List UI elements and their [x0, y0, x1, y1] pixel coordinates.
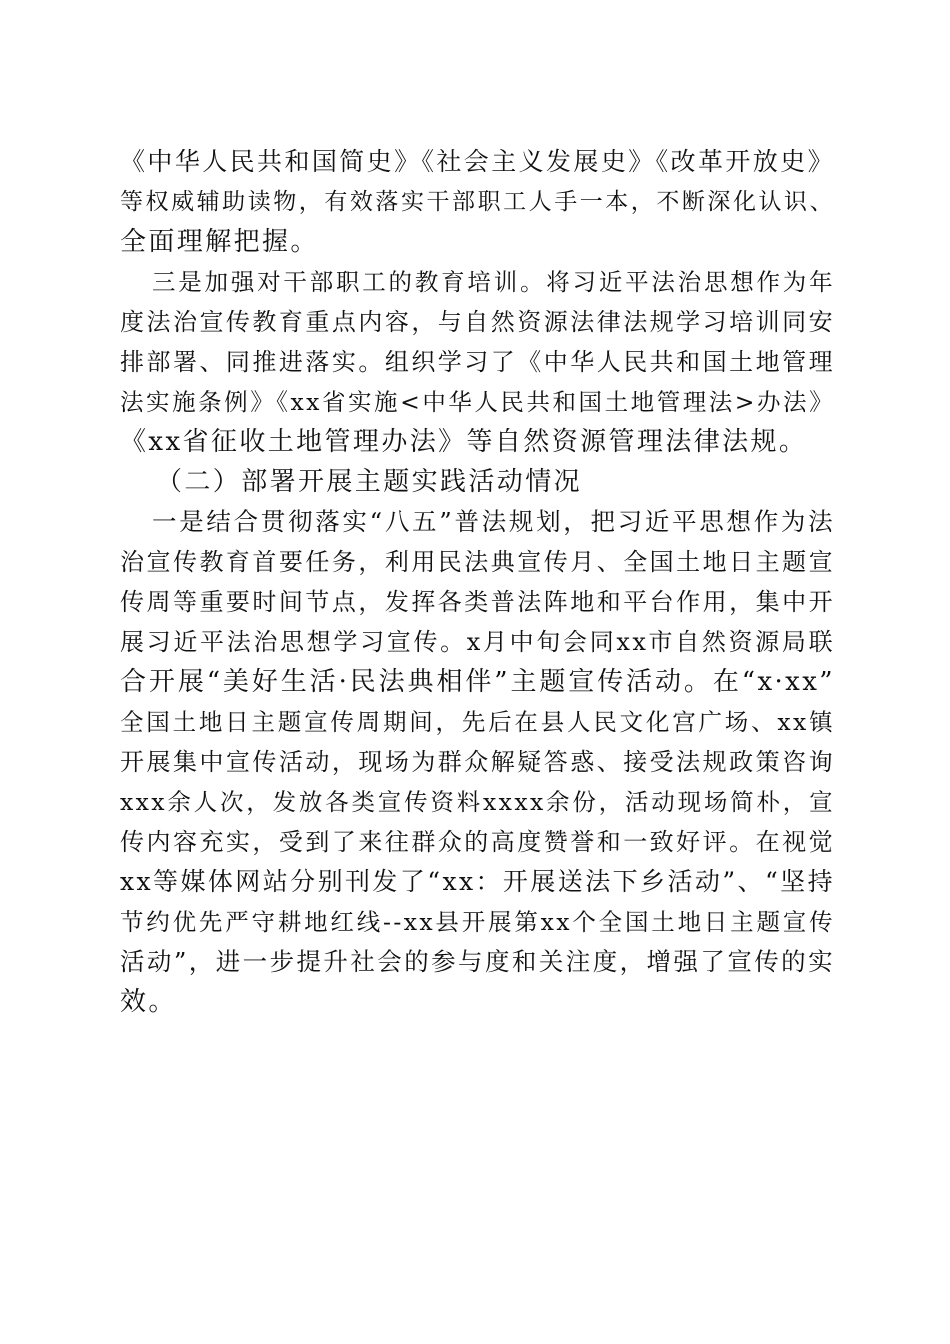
paragraph-first-line: 一是结合贯彻落实“八五”普法规划，把习近平思想作为法	[152, 507, 835, 536]
text-line: 《中华人民共和国简史》《社会主义发展史》《改革开放史》	[120, 147, 835, 176]
text-line: 节约优先严守耕地红线--xx县开展第xx个全国土地日主题宣传	[120, 908, 835, 936]
text-line: 展习近平法治思想学习宣传。x月中旬会同xx市自然资源局联	[120, 628, 835, 656]
text-line: xx等媒体网站分别刊发了“xx：开展送法下乡活动”、“坚持	[120, 867, 835, 896]
text-line: 法实施条例》《xx省实施<中华人民共和国土地管理法>办法》	[120, 388, 835, 416]
text-line: 全国土地日主题宣传周期间，先后在县人民文化宫广场、xx镇	[120, 708, 835, 736]
document-body	[120, 142, 835, 1022]
text-line: 活动”，进一步提升社会的参与度和关注度，增强了宣传的实	[120, 947, 835, 976]
text-line: 《xx省征收土地管理办法》等自然资源管理法律法规。	[120, 427, 808, 457]
text-line: 全面理解把握。	[120, 227, 319, 257]
text-line: 度法治宣传教育重点内容，与自然资源法律法规学习培训同安	[120, 308, 835, 336]
text-line: 效。	[120, 987, 177, 1017]
section-heading: （二）部署开展主题实践活动情况	[156, 467, 583, 497]
text-line: 合开展“美好生活·民法典相伴”主题宣传活动。在“x·xx”	[120, 667, 835, 697]
text-line: 传周等重要时间节点，发挥各类普法阵地和平台作用，集中开	[120, 588, 835, 616]
text-line: xxx余人次，发放各类宣传资料xxxx余份，活动现场简朴，宣	[120, 788, 835, 816]
text-line: 等权威辅助读物，有效落实干部职工人手一本，不断深化认识、	[120, 189, 835, 215]
text-line: 开展集中宣传活动，现场为群众解疑答惑、接受法规政策咨询	[120, 748, 835, 776]
paragraph-first-line: 三是加强对干部职工的教育培训。将习近平法治思想作为年	[152, 268, 835, 296]
text-line: 治宣传教育首要任务，利用民法典宣传月、全国土地日主题宣	[120, 548, 835, 576]
text-line: 传内容充实，受到了来往群众的高度赞誉和一致好评。在视觉	[120, 828, 835, 856]
text-line: 排部署、同推进落实。组织学习了《中华人民共和国土地管理	[120, 348, 835, 376]
